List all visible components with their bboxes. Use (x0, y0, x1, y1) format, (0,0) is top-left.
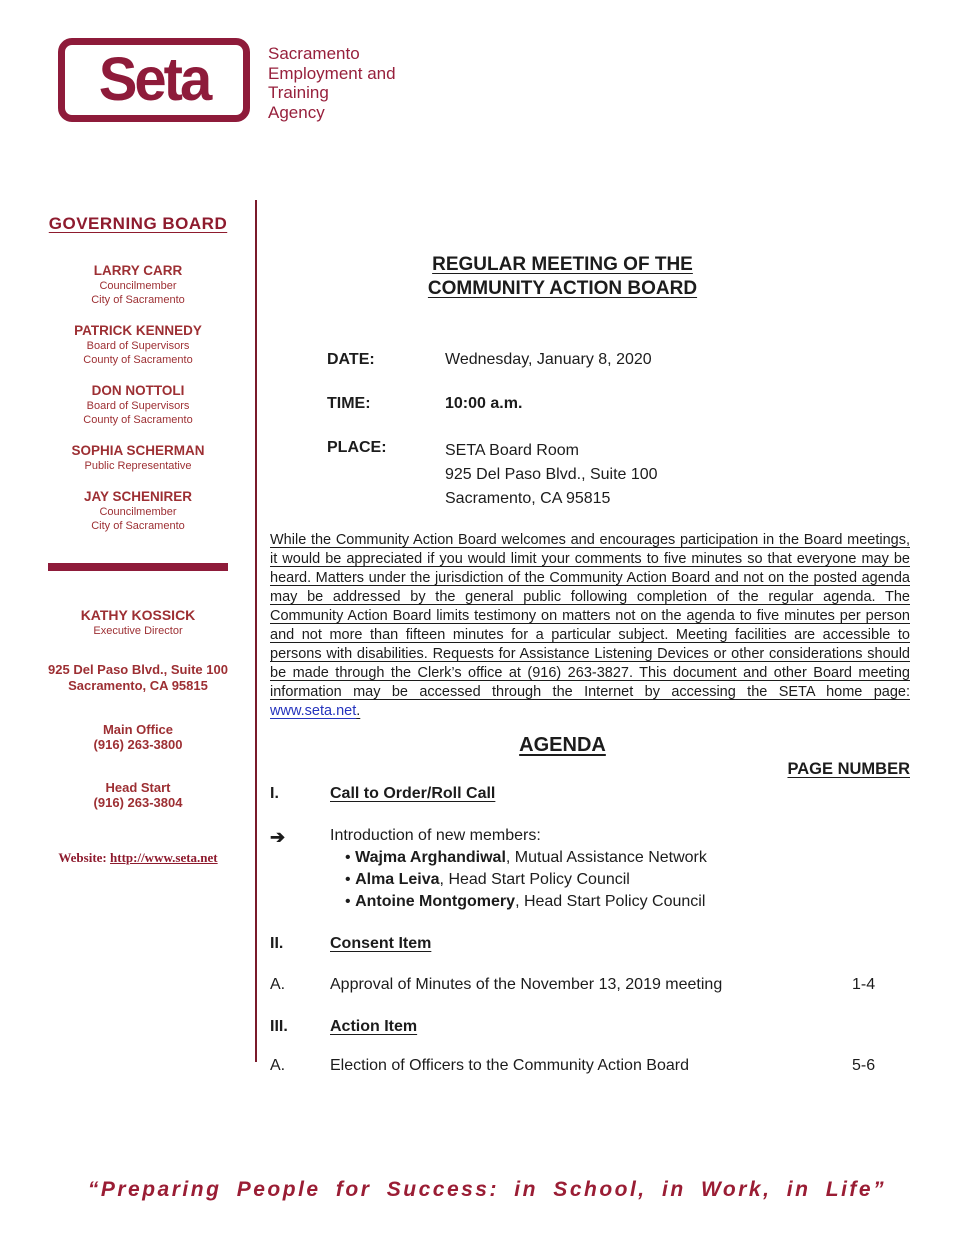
place-line: 925 Del Paso Blvd., Suite 100 (445, 466, 658, 483)
new-member-name: Alma Leiva (355, 871, 440, 888)
website-link[interactable]: http://www.seta.net (110, 850, 218, 865)
meeting-place-row (270, 439, 910, 511)
board-member (40, 442, 236, 473)
agenda-item-action-a (270, 1057, 910, 1075)
org-name (268, 44, 396, 122)
board-member (40, 488, 236, 533)
org-name-line: Sacramento (268, 44, 360, 63)
agenda-section-call-to-order (270, 785, 910, 803)
new-member-name: Antoine Montgomery (355, 893, 516, 910)
seta-homepage-link[interactable]: www.seta.net (270, 703, 357, 719)
website-line (40, 850, 236, 866)
meeting-date-row (270, 351, 910, 369)
board-member-name: JAY SCHENIRER (83, 489, 193, 504)
board-member-role: Councilmember (99, 506, 177, 518)
section-title: Call to Order/Roll Call (330, 785, 496, 802)
bullet-icon: • (345, 849, 351, 866)
place-line: SETA Board Room (445, 442, 579, 459)
agenda-heading: AGENDA (519, 734, 606, 756)
agency-address (40, 662, 236, 694)
section-numeral: II. (270, 935, 284, 952)
org-name-line: Employment and (268, 63, 396, 83)
date-label: DATE: (327, 351, 375, 368)
section-numeral: I. (270, 785, 279, 802)
vertical-divider (255, 200, 257, 1062)
new-member-affiliation: , Head Start Policy Council (515, 893, 706, 910)
board-member-role: County of Sacramento (83, 414, 193, 426)
time-label: TIME: (327, 395, 371, 412)
section-title: Consent Item (330, 935, 432, 952)
org-name-line: Training (268, 83, 329, 102)
board-member (40, 262, 236, 307)
seta-logo (58, 38, 250, 122)
new-member-name: Wajma Arghandiwal (355, 849, 506, 866)
board-member-role: Board of Supervisors (86, 340, 190, 352)
item-letter: A. (270, 976, 286, 993)
sidebar (40, 200, 236, 866)
new-member-affiliation: , Head Start Policy Council (439, 871, 630, 888)
executive-director-name: KATHY KOSSICK (80, 607, 196, 623)
sidebar-divider-bar (48, 563, 228, 571)
main-office-label: Main Office (102, 722, 174, 737)
place-value (445, 439, 910, 511)
executive-director-block (40, 607, 236, 638)
head-start-contact (40, 780, 236, 810)
time-value: 10:00 a.m. (445, 395, 523, 412)
footer-tagline: “Preparing People for Success: in School, in Work, in Life” (87, 1178, 887, 1201)
place-line: Sacramento, CA 95815 (445, 490, 611, 507)
notice-text: While the Community Action Board welcomes and encourages participation in the Board meetings, it would be appreciated if you would limit your comments to five minutes so that everyone may be heard. Matters under the jurisdiction of the Community Action Board and not on the posted agenda may be addressed by the general public following completion of the regular agenda. The Community Action Board limits testimony on matters not on the agenda to five minutes per person and not more than fifteen minutes for a particular subject. Meeting facilities are accessible to persons with disabilities. Requests for Assistance Listening Devices or other considerations should be made through the Clerk’s office at (916) 263-3827. This document and other Board meeting information may be accessed through the Internet by accessing the SETA home page: (270, 532, 910, 700)
place-label: PLACE: (327, 439, 387, 456)
item-pages: 5-6 (852, 1057, 876, 1074)
head-start-phone: (916) 263-3804 (93, 795, 183, 810)
introduction-text: Introduction of new members: (330, 827, 541, 844)
main-content (270, 250, 910, 1075)
section-title: Action Item (330, 1018, 418, 1035)
governing-board-heading: GOVERNING BOARD (48, 214, 228, 233)
page-number-heading: PAGE NUMBER (787, 760, 910, 778)
notice-text-end: . (356, 703, 361, 719)
item-pages: 1-4 (852, 976, 876, 993)
new-member-item (330, 847, 852, 869)
section-numeral: III. (270, 1018, 288, 1035)
public-participation-notice (270, 531, 910, 721)
new-member-item (330, 891, 852, 913)
item-text: Approval of Minutes of the November 13, 2019 meeting (330, 976, 723, 993)
meeting-title-line1: REGULAR MEETING OF THE (432, 254, 693, 275)
board-member-name: LARRY CARR (93, 263, 183, 278)
agenda-section-action (270, 1018, 910, 1036)
item-text: Election of Officers to the Community Action Board (330, 1057, 689, 1074)
board-member-name: PATRICK KENNEDY (74, 323, 202, 338)
board-member-role: Public Representative (84, 460, 192, 472)
board-member-name: SOPHIA SCHERMAN (71, 443, 205, 458)
head-start-label: Head Start (105, 780, 171, 795)
board-member-role: Councilmember (99, 280, 177, 292)
agenda-section-consent (270, 935, 910, 953)
board-member-role: County of Sacramento (83, 354, 193, 366)
board-member-role: City of Sacramento (91, 520, 185, 532)
date-value: Wednesday, January 8, 2020 (445, 351, 652, 368)
agency-address-line: Sacramento, CA 95815 (68, 678, 208, 693)
executive-director-title: Executive Director (93, 625, 183, 637)
main-office-contact (40, 722, 236, 752)
org-name-line: Agency (268, 102, 325, 122)
website-label: Website: (58, 850, 111, 865)
bullet-icon: • (345, 893, 351, 910)
agenda-item-consent-a (270, 976, 910, 994)
board-member (40, 382, 236, 427)
meeting-title (270, 253, 855, 301)
agency-address-line: 925 Del Paso Blvd., Suite 100 (48, 662, 228, 677)
board-member-role: Board of Supervisors (86, 400, 190, 412)
agenda-introduction (270, 827, 910, 913)
board-member-role: City of Sacramento (91, 294, 185, 306)
meeting-title-line2: COMMUNITY ACTION BOARD (427, 278, 698, 299)
seta-logo-wordmark: Seta (98, 45, 210, 114)
new-member-item (330, 869, 852, 891)
main-office-phone: (916) 263-3800 (93, 737, 183, 752)
new-member-affiliation: , Mutual Assistance Network (505, 849, 707, 866)
meeting-info (270, 351, 910, 511)
arrow-right-icon: ➔ (270, 827, 286, 847)
board-member-name: DON NOTTOLI (91, 383, 185, 398)
item-letter: A. (270, 1057, 286, 1074)
board-member (40, 322, 236, 367)
bullet-icon: • (345, 871, 351, 888)
meeting-time-row (270, 395, 910, 413)
new-members-list (330, 847, 852, 913)
